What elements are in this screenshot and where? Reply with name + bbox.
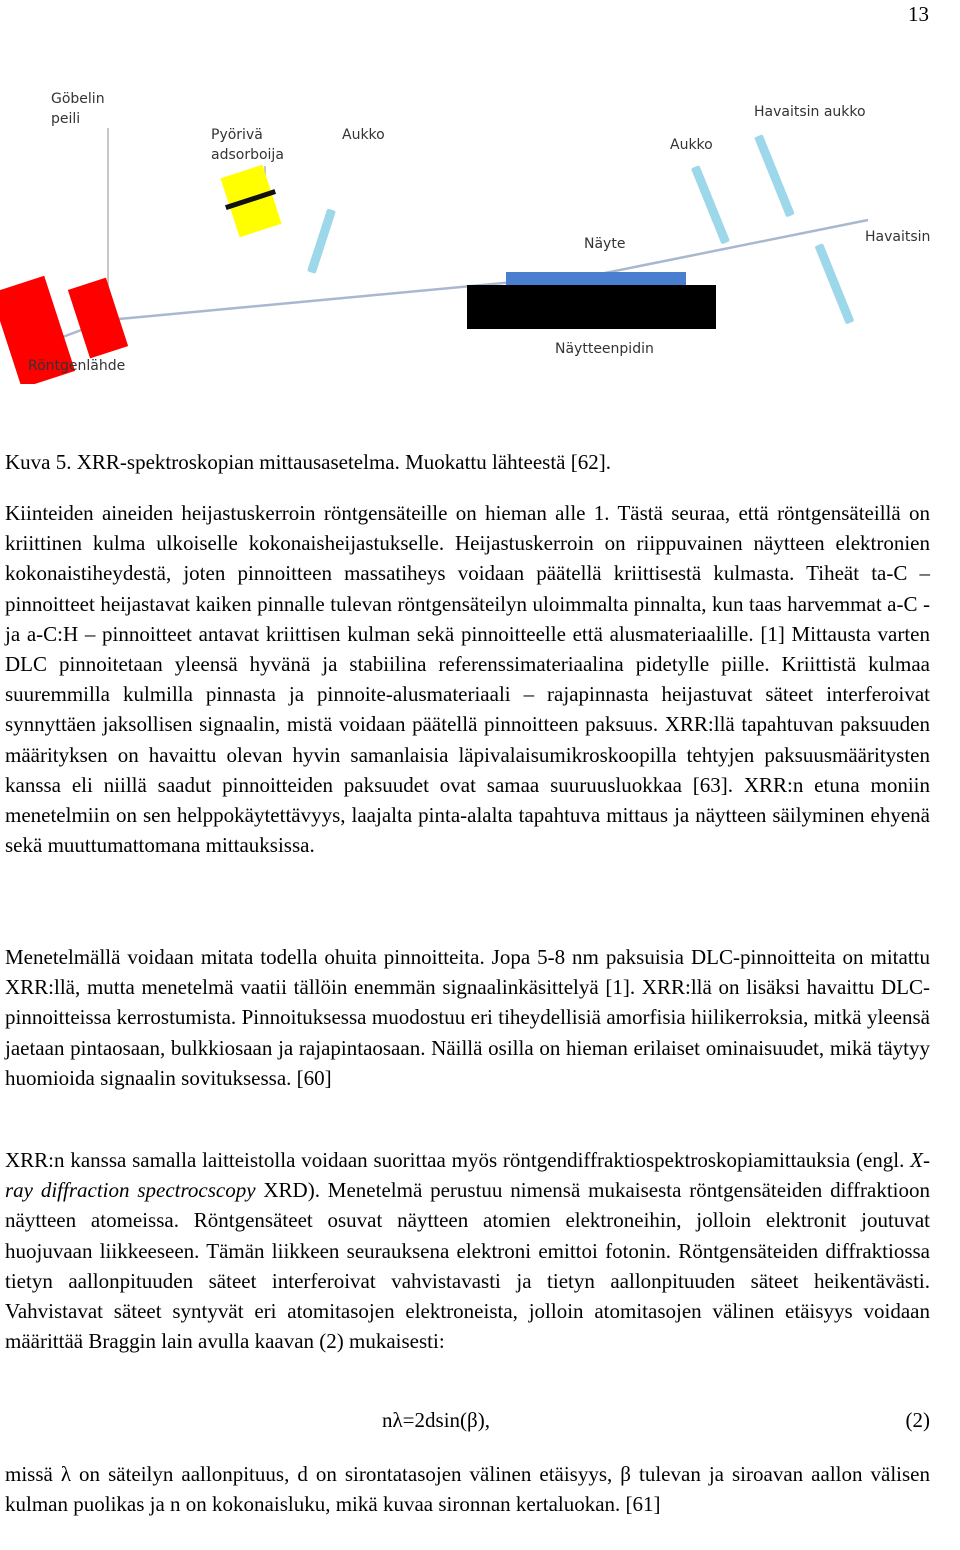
paragraph-3-part-1: XRR:n kanssa samalla laitteistolla voidaan suorittaa myös röntgendiffraktiospektroskopiamittauksia (engl.: [5, 1148, 911, 1172]
equation-number: (2): [905, 1408, 930, 1432]
paragraph-3-term: X-ray diffraction spectrocscopy: [5, 1148, 930, 1203]
equation-formula: nλ=2dsin(β),: [382, 1408, 490, 1432]
paragraph-4: missä λ on säteilyn aallonpituus, d on sirontatasojen välinen etäisyys, β tulevan ja siroavan aallon välisen kulman puolikas ja n on kokonaisluku, mikä kuvaa sironnan kertaluokan. [61]: [5, 1462, 930, 1517]
sample: [506, 272, 686, 286]
label-sample-holder: Näytteenpidin: [555, 341, 654, 357]
figure-caption: Kuva 5. XRR-spektroskopian mittausasetelma. Muokattu lähteestä [62].: [5, 450, 611, 474]
paragraph-3-part-2: XRD). Menetelmä perustuu nimensä mukaisesta röntgensäteiden diffraktioon näytteen atomeissa. Röntgensäteet osuvat näytteen atomien elektroneihin, jolloin elektronit joutuvat huojuvaan liikkeeseen. Tämän liikkeen seurauksena elektroni emittoi fotonin. Röntgensäteiden diffraktiossa tietyn aallonpituuden säteet interferoivat vahvistavasti ja tietyn aallonpituuden säteet heikentävästi. Vahvistavat säteet syntyvät eri atomitasojen elektroneista, jolloin atomitasojen välinen etäisyys voidaan määrittää Braggin lain avulla kaavan (2) mukaisesti:: [5, 1178, 930, 1354]
detector-aperture: [754, 134, 795, 217]
label-detector-aperture: Havaitsin aukko: [754, 104, 866, 120]
paragraph-3-container: [5, 1145, 930, 1356]
detector: [815, 243, 855, 324]
sample-holder: [467, 285, 716, 329]
xrr-setup-figure: [0, 84, 960, 384]
page-number: 13: [908, 2, 929, 26]
label-sample: Näyte: [584, 236, 626, 252]
paragraph-2-container: [5, 942, 930, 1093]
paragraph-1-container: [5, 498, 930, 860]
xrr-setup-diagram: [0, 84, 960, 384]
label-gobel-mirror: Göbelin peili: [51, 91, 105, 127]
paragraph-3: [5, 1145, 930, 1356]
label-aperture-1: Aukko: [342, 127, 385, 143]
label-rotating-absorber: Pyörivä adsorboija: [211, 127, 284, 163]
paragraph-2: Menetelmällä voidaan mitata todella ohuita pinnoitteita. Jopa 5-8 nm paksuisia DLC-pinnoitteita on mitattu XRR:llä, mutta menetelmä vaatii tällöin enemmän signaalinkäsittelyä [1]. XRR:llä on lisäksi havaittu DLC-pinnoitteissa kerrostumista. Pinnoituksessa muodostuu eri tiheydellisiä amorfisia hiilikerroksia, mitkä yleensä jaetaan pintaosaan, bulkkiosaan ja rajapintaosaan. Näillä osilla on hieman erilaiset ominaisuudet, mikä täytyy huomioida signaalin sovituksessa. [60]: [5, 945, 930, 1090]
label-detector: Havaitsin: [865, 229, 931, 245]
paragraph-4-container: [5, 1459, 930, 1519]
label-aperture-2: Aukko: [670, 137, 713, 153]
xray-beam: [60, 220, 868, 338]
aperture-left: [307, 208, 336, 274]
paragraph-1: Kiinteiden aineiden heijastuskerroin röntgensäteille on hieman alle 1. Tästä seuraa, että röntgensäteillä on kriittinen kulma ulkoiselle kokonaisheijastukselle. Heijastuskerroin on riippuvainen näytteen elektronien kokonaistiheydestä, joten pinnoitteen massatiheys voidaan päätellä kriittisestä kulmasta. Tiheät ta-C –pinnoitteet heijastavat kaiken pinnalle tulevan röntgensäteilyn uloimmalta pinnalta, kun taas harvemmat a-C - ja a-C:H – pinnoitteet antavat kriittisen kulman sekä pinnoitteelle että alusmateriaalille. [1] Mittausta varten DLC pinnoitetaan yleensä hyvänä ja stabiilina referenssimateriaalina pidetylle piille. Kriittistä kulmaa suuremmilla kulmilla pinnasta ja pinnoite-alusmateriaali – rajapinnasta heijastuvat säteet interferoivat synnyttäen jaksollisen signaalin, mistä voidaan päätellä pinnoitteen paksuus. XRR:llä tapahtuvan paksuuden määrityksen on havaittu olevan hyvin samanlaisia läpivalaisumikroskoopilla tehtyjen paksuusmääritysten kanssa eli niillä saadut pinnoitteiden paksuudet ovat samaa suuruusluokkaa [63]. XRR:n etuna moniin menetelmiin on sen helppokäytettävyys, laajalta pinta-alalta tapahtuva mittaus ja näytteen säilyminen ehyenä sekä muuttumattomana mittauksissa.: [5, 501, 930, 858]
aperture-right: [691, 165, 730, 244]
label-xray-source: Röntgenlähde: [28, 358, 126, 374]
equation-block: [5, 1408, 930, 1438]
rotating-absorber: [217, 163, 286, 238]
